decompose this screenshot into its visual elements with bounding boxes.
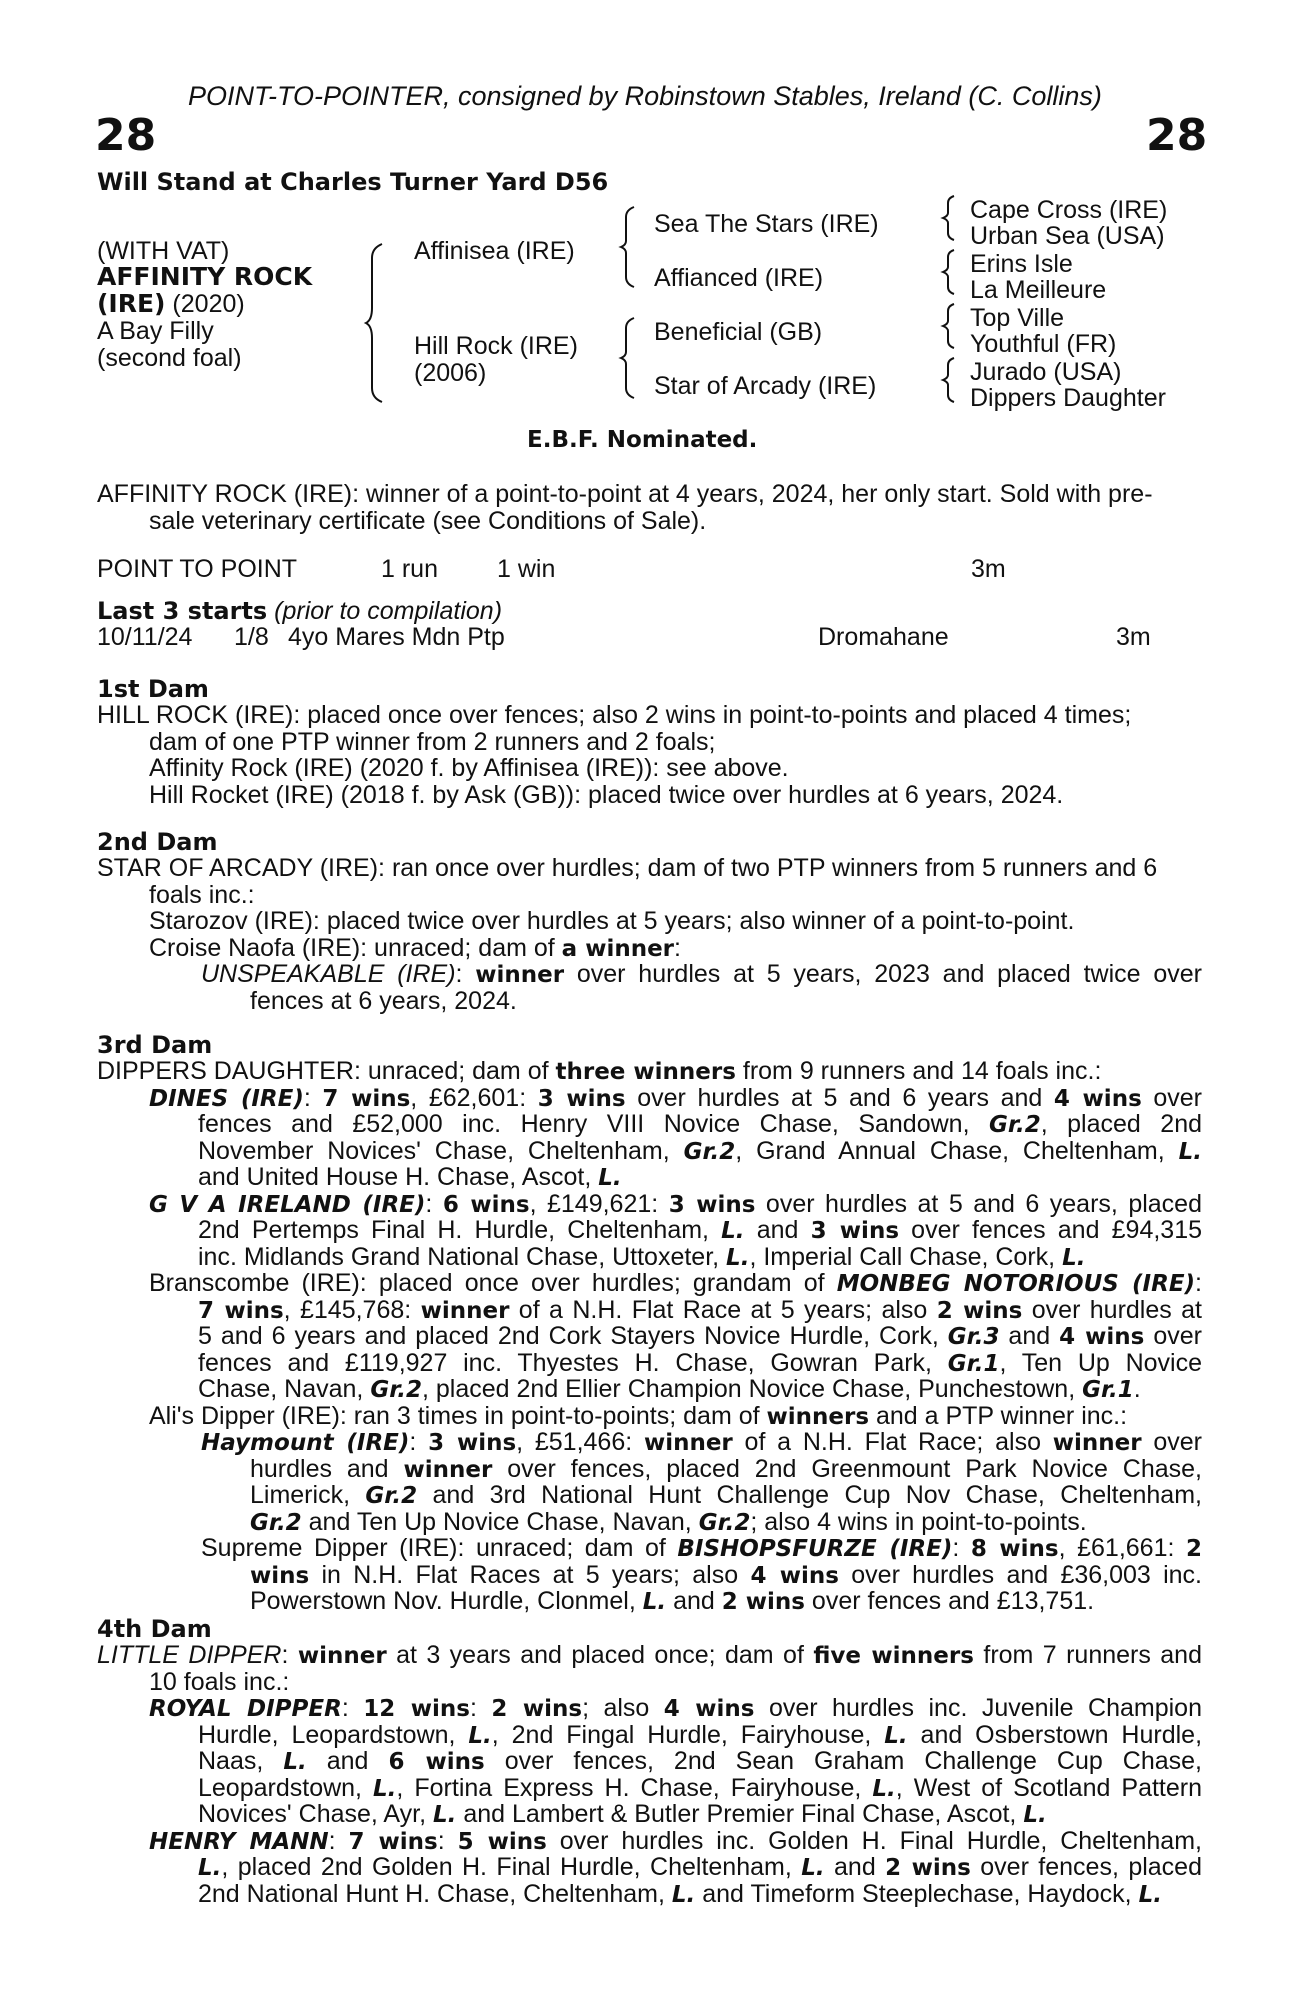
text: in N.H. Flat Races at 5 years; also — [309, 1560, 751, 1589]
text: , Ten Up Novice — [999, 1348, 1203, 1377]
emph: 8 wins — [970, 1536, 1059, 1562]
text: over fences and £13,751. — [804, 1587, 1095, 1615]
text: Naas, — [198, 1747, 284, 1775]
text: and Ten Up Novice Chase, Navan, — [301, 1507, 699, 1536]
fourth-dam-line — [97, 1881, 1202, 1908]
text: and — [824, 1853, 886, 1881]
start-course: Dromahane — [818, 623, 949, 651]
text: DIPPERS DAUGHTER: unraced; dam of — [97, 1057, 556, 1085]
grade: L. — [283, 1749, 307, 1775]
emph: 12 wins — [363, 1696, 470, 1722]
text: and — [666, 1587, 722, 1615]
text: over hurdles at 5 years, 2023 and placed twice over — [564, 960, 1202, 988]
consignment-line: POINT-TO-POINTER, consigned by Robinstown Stables, Ireland (C. Collins) — [188, 81, 1102, 111]
text: at 3 years and placed once; dam of — [386, 1641, 814, 1669]
text: Leopardstown, — [198, 1773, 374, 1802]
text: Chase, Navan, — [198, 1375, 371, 1403]
text: and — [306, 1747, 389, 1775]
third-dam-paragraph — [97, 1058, 1202, 1615]
grade: L. — [1062, 1244, 1086, 1271]
text: November Novices' Chase, Cheltenham, — [198, 1136, 684, 1165]
text: : — [409, 1428, 429, 1456]
text: , £61,661: — [1058, 1534, 1186, 1562]
third-dam-line — [97, 1482, 1202, 1509]
text: of a N.H. Flat Race at 5 years; also — [509, 1295, 937, 1324]
emph: 5 wins — [457, 1828, 547, 1855]
emph: winner — [1052, 1430, 1142, 1456]
third-dam-line — [97, 1456, 1202, 1483]
third-dam-line — [97, 1535, 1202, 1562]
emph: winner — [420, 1297, 510, 1324]
text: hurdles and — [250, 1454, 404, 1483]
emph: 6 wins — [388, 1749, 485, 1775]
third-dam-line — [97, 1588, 1202, 1615]
brace-dd — [943, 358, 959, 402]
horse-name: AFFINITY ROCK — [97, 262, 313, 291]
pedigree-sss: Cape Cross (IRE) — [970, 196, 1168, 224]
third-dam-line — [97, 1138, 1202, 1165]
text: , 2nd Fingal Hurdle, Fairyhouse, — [491, 1720, 885, 1749]
emph: 2 wins — [491, 1696, 583, 1722]
third-dam-line — [97, 1350, 1202, 1377]
progeny-name: DINES (IRE) — [149, 1085, 304, 1112]
emph: five winners — [813, 1643, 974, 1669]
grade: L. — [726, 1244, 750, 1271]
pedigree-dsd: Youthful (FR) — [970, 330, 1117, 358]
emph: 7 wins — [322, 1085, 411, 1112]
grade: L. — [721, 1218, 745, 1244]
start-race: 4yo Mares Mdn Ptp — [288, 623, 505, 651]
text: , £149,621: — [529, 1189, 669, 1218]
third-dam-line — [97, 1164, 1202, 1191]
second-dam-line — [97, 935, 1202, 962]
third-dam-line — [97, 1297, 1202, 1324]
text: over — [1141, 1083, 1202, 1112]
third-dam-line — [97, 1509, 1202, 1536]
pedigree-sire-dam: Affianced (IRE) — [654, 264, 824, 292]
horse-suffix-line — [97, 291, 245, 318]
text: , £51,466: — [516, 1428, 644, 1456]
emph: 3 wins — [668, 1191, 756, 1218]
text: over hurdles inc. Juvenile Champion — [754, 1694, 1202, 1722]
summary-paragraph — [97, 481, 1202, 534]
record-runs: 1 run — [381, 555, 438, 583]
text: over hurdles at — [1022, 1295, 1202, 1324]
fourth-dam-line — [97, 1775, 1202, 1802]
text: and — [744, 1216, 811, 1244]
text: from 7 runners and — [973, 1641, 1202, 1669]
text: : — [455, 960, 476, 988]
third-dam-line — [97, 1244, 1202, 1271]
text: : — [952, 1534, 971, 1562]
grade: L. — [801, 1855, 825, 1881]
third-dam-line — [97, 1085, 1202, 1112]
text: over — [1144, 1322, 1202, 1350]
emph: 7 wins — [198, 1297, 284, 1324]
pedigree-dss: Top Ville — [970, 304, 1065, 332]
first-dam-line: HILL ROCK (IRE): placed once over fences; also 2 wins in point-to-points and placed 4 times; — [97, 701, 1132, 729]
fourth-dam-line: 10 foals inc.: — [149, 1667, 290, 1696]
grade: Gr.1 — [1082, 1377, 1134, 1403]
text: and Osberstown Hurdle, — [907, 1720, 1203, 1749]
record-distance: 3m — [971, 555, 1006, 583]
summary-line: sale veterinary certificate (see Conditions of Sale). — [149, 506, 707, 535]
first-dam-title: 1st Dam — [97, 675, 209, 703]
emph: 2 wins — [936, 1297, 1023, 1324]
record-type: POINT TO POINT — [97, 555, 298, 583]
second-dam-line: Starozov (IRE): placed twice over hurdles at 5 years; also winner of a point-to-point. — [149, 907, 1075, 935]
emph: 2 wins — [721, 1589, 805, 1615]
text: over — [1141, 1428, 1202, 1456]
brace-ds — [943, 304, 959, 348]
grade: L. — [373, 1775, 397, 1802]
progeny-name: G V A IRELAND (IRE) — [149, 1191, 426, 1218]
start-distance: 3m — [1116, 623, 1151, 651]
vat-note: (WITH VAT) — [97, 237, 230, 265]
emph: winner — [403, 1456, 493, 1483]
fourth-dam-line — [97, 1748, 1202, 1775]
text: . — [1133, 1375, 1141, 1403]
grade: L. — [642, 1589, 667, 1615]
first-dam-paragraph — [97, 702, 1202, 808]
fourth-dam-line — [97, 1801, 1202, 1828]
horse-description: A Bay Filly — [97, 317, 214, 345]
emph: 4 wins — [750, 1562, 839, 1589]
grade: L. — [1138, 1881, 1162, 1908]
third-dam-line — [97, 1217, 1202, 1244]
second-dam-title: 2nd Dam — [97, 828, 218, 856]
text: : — [674, 933, 681, 962]
progeny-name: UNSPEAKABLE (IRE) — [201, 960, 456, 988]
pedigree-sds: Erins Isle — [970, 250, 1073, 278]
text: from 9 runners and 14 foals inc.: — [735, 1057, 1102, 1085]
text: : — [425, 1189, 443, 1218]
text: and a PTP winner inc.: — [869, 1401, 1128, 1430]
text: and United House H. Chase, Ascot, — [198, 1163, 599, 1191]
text: fences and £52,000 inc. Henry VIII Novice Chase, Sandown, — [198, 1110, 990, 1138]
emph: winner — [297, 1643, 387, 1669]
emph: winner — [643, 1430, 733, 1456]
emph: 3 wins — [537, 1085, 626, 1112]
last-starts-title: Last 3 starts — [97, 597, 268, 625]
horse-year: (2020) — [165, 290, 245, 318]
text: and Lambert & Butler Premier Final Chase, Ascot, — [456, 1800, 1024, 1828]
text: , placed 2nd Ellier Champion Novice Chase, Punchestown, — [422, 1375, 1083, 1403]
lot-number-right: 28 — [1146, 110, 1208, 161]
pedigree-ssd: Urban Sea (USA) — [970, 222, 1165, 250]
second-dam-paragraph — [97, 855, 1202, 1014]
text: , Imperial Call Chase, Cork, — [749, 1242, 1063, 1271]
brace-sd — [943, 250, 959, 294]
text: over fences, 2nd Sean Graham Challenge Cup Chase, — [484, 1747, 1202, 1775]
grade: L. — [884, 1722, 908, 1749]
progeny-name: ROYAL DIPPER — [149, 1696, 342, 1722]
grade: L. — [872, 1775, 896, 1802]
grade: Gr.2 — [683, 1138, 736, 1165]
text: : — [281, 1641, 298, 1669]
last-starts-note: (prior to compilation) — [274, 597, 503, 625]
pedigree-sire-sire: Sea The Stars (IRE) — [654, 210, 879, 238]
progeny-name: Haymount (IRE) — [201, 1430, 410, 1456]
pedigree-sire: Affinisea (IRE) — [414, 237, 575, 265]
text: over hurdles at 5 and 6 years, placed — [755, 1189, 1202, 1218]
start-date: 10/11/24 — [97, 623, 193, 651]
fourth-dam-title: 4th Dam — [97, 1615, 212, 1643]
grade: L. — [1178, 1138, 1202, 1165]
grade: Gr.1 — [947, 1350, 1000, 1377]
third-dam-title: 3rd Dam — [97, 1031, 213, 1059]
text: , placed 2nd — [1040, 1110, 1202, 1138]
third-dam-line — [97, 1376, 1202, 1403]
second-dam-line — [97, 961, 1202, 988]
text: Novices' Chase, Ayr, — [198, 1800, 433, 1828]
grade: Gr.2 — [365, 1483, 418, 1509]
last-starts-heading — [97, 598, 502, 625]
grade: L. — [198, 1855, 222, 1881]
text: over hurdles and £36,003 inc. — [838, 1560, 1203, 1589]
text: , West of Scotland Pattern — [895, 1773, 1203, 1802]
grade: L. — [671, 1881, 696, 1908]
brace-gen1 — [368, 244, 392, 402]
text: , Grand Annual Chase, Cheltenham, — [735, 1136, 1179, 1165]
text: : — [437, 1826, 458, 1855]
pedigree-ddd: Dippers Daughter — [970, 384, 1166, 412]
text: and — [999, 1322, 1060, 1350]
emph: three winners — [555, 1059, 736, 1085]
emph: 4 wins — [1059, 1324, 1145, 1350]
emph: a winner — [561, 935, 675, 962]
ebf-nomination: E.B.F. Nominated. — [527, 427, 758, 453]
text: 2nd Pertemps Final H. Hurdle, Cheltenham, — [198, 1216, 722, 1244]
second-dam-line: STAR OF ARCADY (IRE): ran once over hurdles; dam of two PTP winners from 5 runners and 6 — [97, 854, 1158, 882]
third-dam-line — [97, 1191, 1202, 1218]
grade: Gr.2 — [698, 1509, 751, 1536]
fourth-dam-line — [97, 1828, 1202, 1855]
emph: 4 wins — [1053, 1085, 1142, 1112]
text: : — [341, 1694, 364, 1722]
third-dam-line — [97, 1111, 1202, 1138]
second-dam-line: fences at 6 years, 2024. — [250, 986, 517, 1015]
pedigree-sdd: La Meilleure — [970, 276, 1107, 304]
emph: 2 — [1185, 1536, 1202, 1562]
third-dam-line — [97, 1058, 1202, 1085]
grade: Gr.2 — [989, 1112, 1041, 1138]
third-dam-line — [97, 1323, 1202, 1350]
first-dam-line: Hill Rocket (IRE) (2018 f. by Ask (GB)): placed twice over hurdles at 6 years, 2024. — [149, 780, 1064, 809]
pedigree-dam-dam: Star of Arcady (IRE) — [654, 372, 877, 400]
emph: 3 wins — [428, 1430, 517, 1456]
emph: winner — [475, 962, 565, 988]
third-dam-line — [97, 1403, 1202, 1430]
brace-dam — [622, 318, 640, 398]
text: , Fortina Express H. Chase, Fairyhouse, — [396, 1773, 873, 1802]
second-dam-line: foals inc.: — [149, 880, 255, 909]
first-dam-line: Affinity Rock (IRE) (2020 f. by Affinisea (IRE)): see above. — [149, 754, 789, 782]
text: : — [469, 1694, 492, 1722]
text: over fences and £94,315 — [899, 1216, 1203, 1244]
fourth-dam-line — [97, 1642, 1202, 1669]
emph: 3 wins — [810, 1218, 900, 1244]
first-dam-line: dam of one PTP winner from 2 runners and 2 foals; — [149, 727, 716, 756]
emph: 4 wins — [663, 1696, 755, 1722]
text: Ali's Dipper (IRE): ran 3 times in point-to-points; dam of — [149, 1401, 767, 1430]
text: over fences, placed 2nd Greenmount Park Novice Chase, — [492, 1454, 1202, 1483]
text: Branscombe (IRE): placed once over hurdles; grandam of — [149, 1269, 837, 1297]
grade: L. — [1023, 1802, 1047, 1828]
text: , £62,601: — [410, 1083, 538, 1112]
horse-country: (IRE) — [97, 289, 166, 318]
text: 2nd National Hunt H. Chase, Cheltenham, — [198, 1879, 672, 1908]
grade: Gr.2 — [370, 1377, 423, 1403]
grade: L. — [598, 1165, 622, 1191]
brace-sire — [622, 207, 640, 287]
text: ; also 4 wins in point-to-points. — [750, 1507, 1087, 1536]
pedigree-dds: Jurado (USA) — [970, 358, 1122, 386]
stand-location: Will Stand at Charles Turner Yard D56 — [97, 168, 609, 196]
summary-line: AFFINITY ROCK (IRE): winner of a point-to-point at 4 years, 2024, her only start. Sold with pre- — [97, 480, 1153, 508]
fourth-dam-line — [97, 1722, 1202, 1749]
horse-foal-note: (second foal) — [97, 344, 242, 372]
text: ; also — [582, 1694, 664, 1722]
emph: 7 wins — [348, 1828, 438, 1855]
text: , placed 2nd Golden H. Final Hurdle, Cheltenham, — [221, 1853, 802, 1881]
text: and 3rd National Hunt Challenge Cup Nov Chase, Cheltenham, — [417, 1481, 1202, 1509]
start-position: 1/8 — [234, 623, 269, 651]
text: : — [303, 1083, 323, 1112]
fourth-dam-paragraph — [97, 1642, 1202, 1907]
text: and Timeform Steeplechase, Haydock, — [695, 1879, 1139, 1908]
text: over hurdles inc. Golden H. Final Hurdle, Cheltenham, — [546, 1826, 1202, 1855]
third-dam-line — [97, 1562, 1202, 1589]
pedigree-dam-sire: Beneficial (GB) — [654, 318, 823, 346]
pedigree-dam: Hill Rock (IRE) — [414, 332, 578, 360]
lot-number-left: 28 — [95, 110, 157, 161]
brace-ss — [943, 196, 959, 240]
third-dam-line — [97, 1429, 1202, 1456]
text: over fences, placed — [970, 1853, 1202, 1881]
dam-name: LITTLE DIPPER — [97, 1641, 282, 1669]
grade: Gr.3 — [947, 1324, 1000, 1350]
text: of a N.H. Flat Race; also — [732, 1428, 1053, 1456]
grade: L. — [432, 1802, 457, 1828]
text: Limerick, — [250, 1481, 366, 1509]
text: Hurdle, Leopardstown, — [198, 1720, 469, 1749]
text: 5 and 6 years and placed 2nd Cork Stayers Novice Hurdle, Cork, — [198, 1322, 948, 1350]
emph: wins — [250, 1562, 310, 1589]
text: Powerstown Nov. Hurdle, Clonmel, — [250, 1587, 643, 1615]
text: , £145,768: — [283, 1295, 421, 1324]
text: : — [328, 1826, 349, 1855]
emph: 2 wins — [885, 1855, 971, 1881]
text: : — [1195, 1269, 1202, 1297]
emph: winners — [766, 1403, 870, 1430]
pedigree-dam-year: (2006) — [414, 359, 487, 387]
progeny-name: MONBEG NOTORIOUS (IRE) — [836, 1271, 1196, 1297]
text: Supreme Dipper (IRE): unraced; dam of — [201, 1534, 678, 1562]
fourth-dam-line — [97, 1695, 1202, 1722]
fourth-dam-line — [97, 1854, 1202, 1881]
record-wins: 1 win — [497, 555, 556, 583]
progeny-name: BISHOPSFURZE (IRE) — [677, 1536, 953, 1562]
text: over hurdles at 5 and 6 years and — [625, 1083, 1054, 1112]
emph: 6 wins — [442, 1191, 530, 1218]
text: fences and £119,927 inc. Thyestes H. Chase, Gowran Park, — [198, 1348, 948, 1377]
grade: Gr.2 — [250, 1509, 302, 1536]
third-dam-line — [97, 1270, 1202, 1297]
text: Croise Naofa (IRE): unraced; dam of — [149, 933, 562, 962]
text: inc. Midlands Grand National Chase, Uttoxeter, — [198, 1242, 727, 1271]
progeny-name: HENRY MANN — [149, 1828, 329, 1855]
grade: L. — [468, 1722, 492, 1749]
